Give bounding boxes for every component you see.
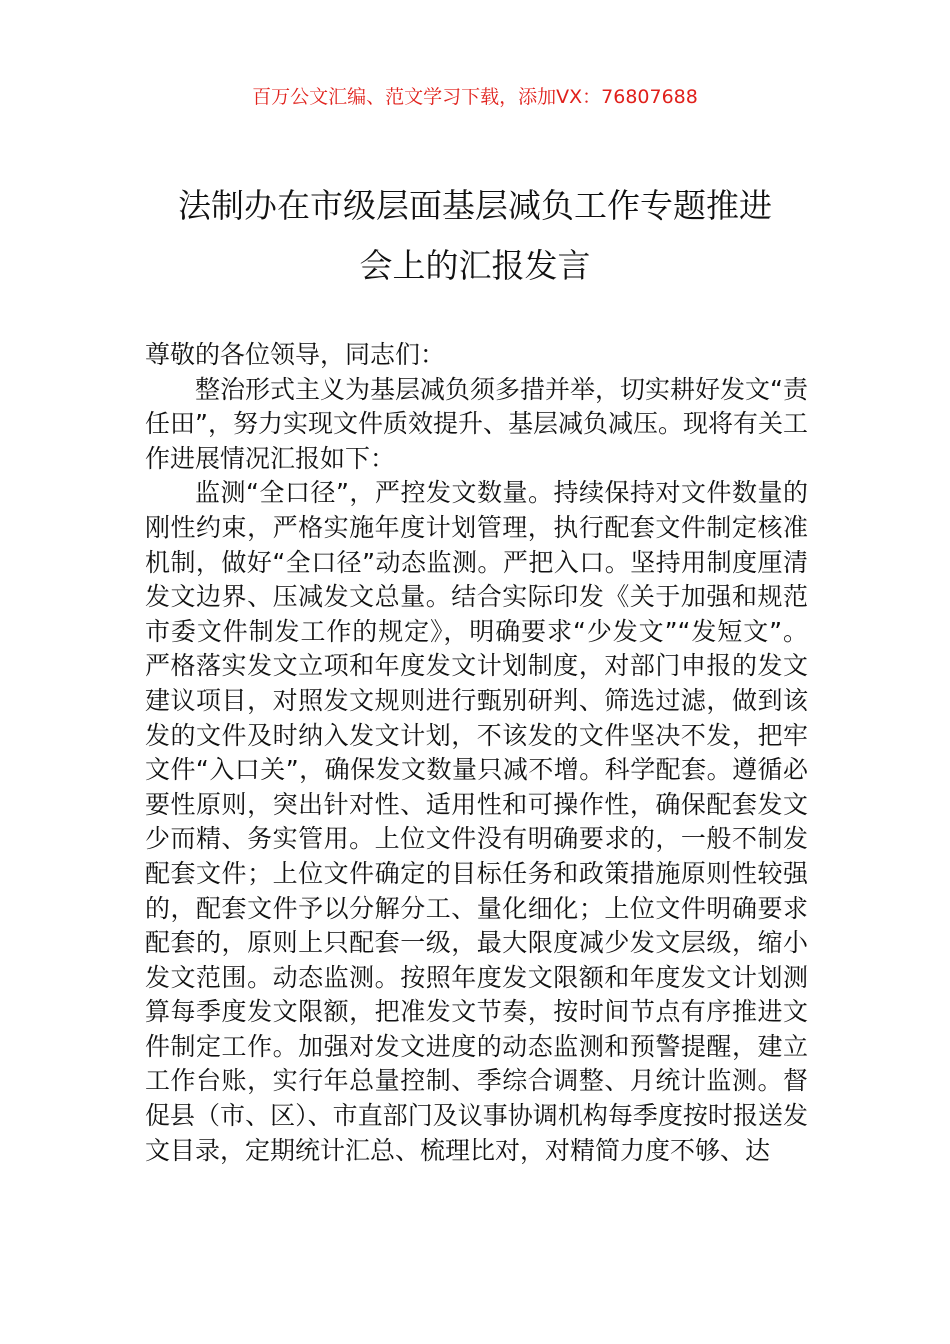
paragraph-monitoring: 监测“全口径”，严控发文数量。持续保持对文件数量的刚性约束，严格实施年度计划管理，执行配套文件制定核准机制，做好“全口径”动态监测。严把入口。坚持用制度厘清发文边界、压减发文总量。结合实际印发《关于加强和规范市委文件制发工作的规定》，明确要求“少发文”“发短文”。严格落实发文立项和年度发文计划制度，对部门申报的发文建议项目，对照发文规则进行甄别研判、筛选过滤，做到该发的文件及时纳入发文计划，不该发的文件坚决不发，把牢文件“入口关”，确保发文数量只减不增。科学配套。遵循必要性原则，突出针对性、适用性和可操作性，确保配套发文少而精、务实管用。上位文件没有明确要求的，一般不制发配套文件；上位文件确定的目标任务和政策措施原则性较强的，配套文件予以分解分工、量化细化；上位文件明确要求配套的，原则上只配套一级，最大限度减少发文层级，缩小发文范围。动态监测。按照年度发文限额和年度发文计划测算每季度发文限额，把准发文节奏，按时间节点有序推进文件制定工作。加强对发文进度的动态监测和预警提醒，建立工作台账，实行年总量控制、季综合调整、月统计监测。督促县（市、区）、市直部门及议事协调机构每季度按时报送发文目录，定期统计汇总、梳理比对，对精简力度不够、达: [145, 478, 808, 1165]
salutation: 尊敬的各位领导，同志们：: [145, 340, 446, 369]
document-title-line-1: 法制办在市级层面基层减负工作专题推进: [178, 186, 772, 225]
header-watermark-note: 百万公文汇编、范文学习下载，添加VX：76807688: [252, 86, 698, 108]
paragraph-intro: 整治形式主义为基层减负须多措并举，切实耕好发文“责任田”，努力实现文件质效提升、基层减负减压。现将有关工作进展情况汇报如下：: [145, 374, 808, 473]
document-title-line-2: 会上的汇报发言: [359, 246, 591, 285]
document-body: [145, 338, 808, 1168]
document-title: [140, 176, 810, 296]
